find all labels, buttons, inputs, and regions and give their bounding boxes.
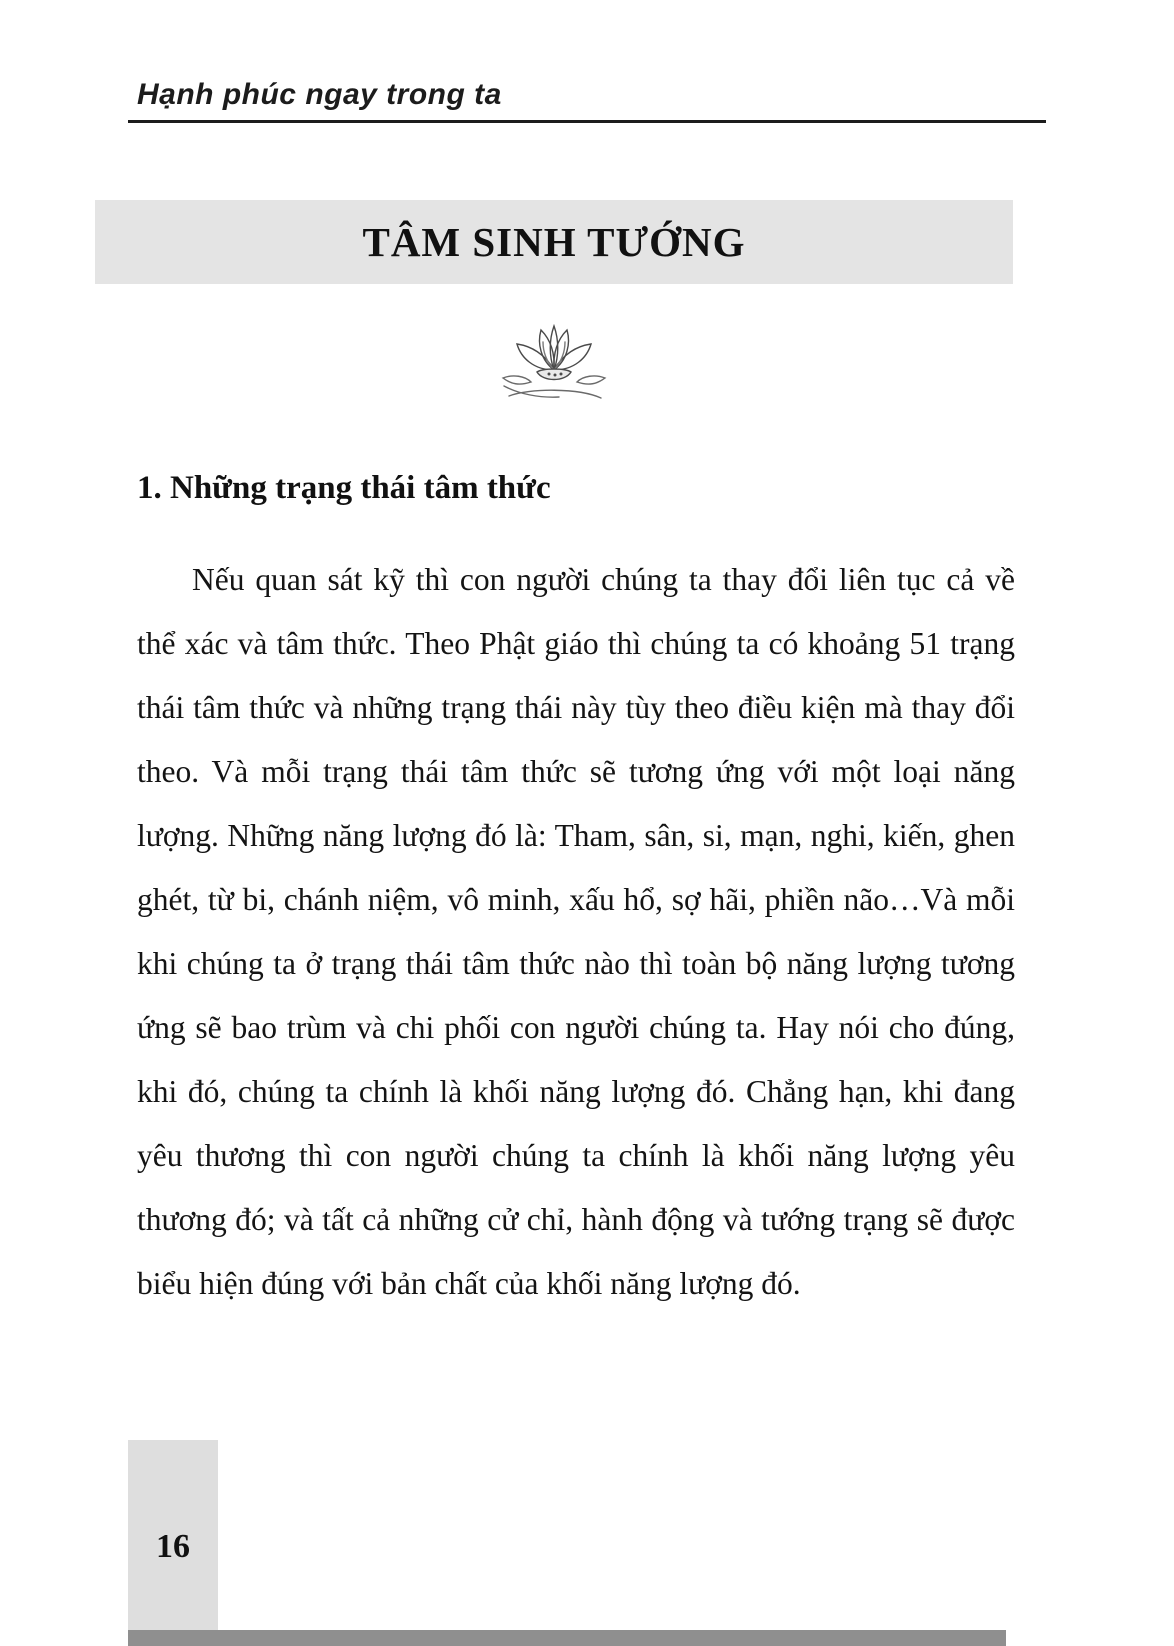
chapter-title-banner [95, 200, 1013, 284]
section-heading: 1. Những trạng thái tâm thức [137, 470, 551, 506]
body-paragraph: Nếu quan sát kỹ thì con người chúng ta thay đổi liên tục cả về thể xác và tâm thức. Theo Phật giáo thì chúng ta có khoảng 51 trạng thái tâm thức và những trạng thái này tùy theo điều kiện mà thay đổi theo. Và mỗi trạng thái tâm thức sẽ tương ứng với một loại năng lượng. Những năng lượng đó là: Tham, sân, si, mạn, nghi, kiến, ghen ghét, từ bi, chánh niệm, vô minh, xấu hổ, sợ hãi, phiền não…Và mỗi khi chúng ta ở trạng thái tâm thức nào thì toàn bộ năng lượng tương ứng sẽ bao trùm và chi phối con người chúng ta. Hay nói cho đúng, khi đó, chúng ta chính là khối năng lượng đó. Chẳng hạn, khi đang yêu thương thì con người chúng ta chính là khối năng lượng yêu thương đó; và tất cả những cử chỉ, hành động và tướng trạng sẽ được biểu hiện đúng với bản chất của khối năng lượng đó. [137, 562, 1015, 1301]
running-header: Hạnh phúc ngay trong ta [137, 78, 502, 111]
body-text-block [137, 548, 1015, 1316]
lotus-ornament [0, 308, 1108, 413]
page-number: 16 [156, 1528, 190, 1565]
header-rule [128, 120, 1046, 123]
chapter-title: TÂM SINH TƯỚNG [362, 219, 746, 265]
footer-gray-bar [128, 1630, 1006, 1646]
lotus-icon [479, 308, 629, 413]
